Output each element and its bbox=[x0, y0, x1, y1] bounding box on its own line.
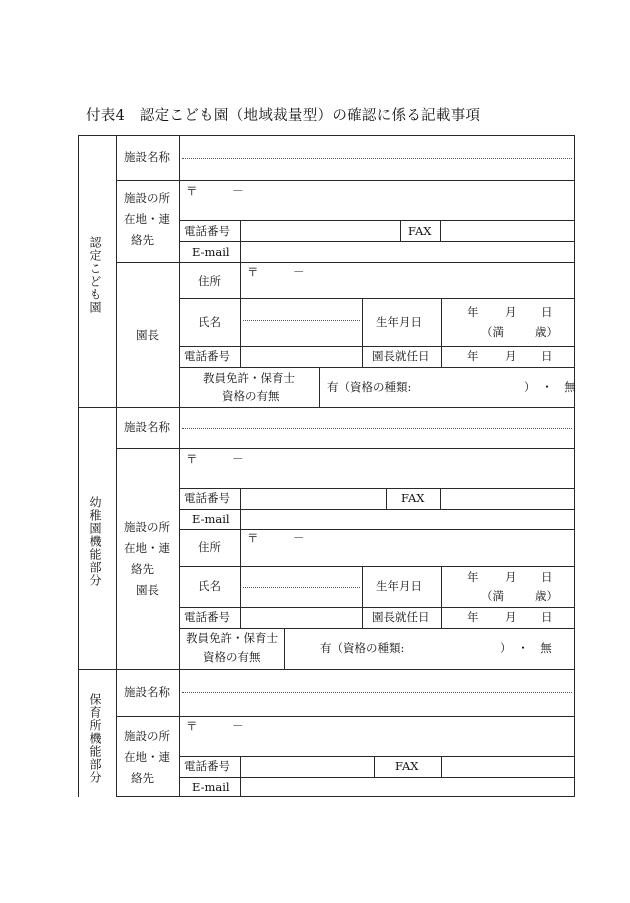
yc-postal-code-field[interactable]: 〒 － bbox=[186, 452, 244, 466]
email-label: E-mail bbox=[192, 245, 230, 259]
yc-fax-label: FAX bbox=[401, 491, 425, 505]
yc-birth-month: 月 bbox=[505, 570, 517, 584]
yc-birth-day: 日 bbox=[541, 570, 553, 584]
yc-director-tel-label: 電話番号 bbox=[184, 610, 230, 624]
hk-tel-field[interactable] bbox=[241, 757, 373, 777]
yc-appoint-year: 年 bbox=[467, 610, 479, 624]
tel-field[interactable] bbox=[241, 221, 399, 241]
hk-postal-code-field[interactable]: 〒 － bbox=[186, 719, 244, 733]
hk-location-label-line2: 在地・連 bbox=[124, 750, 170, 764]
appointment-date-label: 園長就任日 bbox=[372, 349, 430, 363]
license-none-option[interactable]: ） ・ 無 bbox=[524, 380, 576, 394]
yc-age-open: （満 bbox=[481, 589, 504, 603]
location-label-line1: 施設の所 bbox=[124, 191, 170, 205]
yc-director-postal-field[interactable]: 〒 － bbox=[247, 531, 305, 545]
yc-director-label: 園長 bbox=[136, 583, 159, 597]
yc-director-name-field[interactable] bbox=[241, 567, 361, 607]
email-field[interactable] bbox=[241, 242, 574, 262]
facility-name-label: 施設名称 bbox=[124, 150, 170, 164]
yc-tel-label: 電話番号 bbox=[184, 491, 230, 505]
yc-location-label-line1: 施設の所 bbox=[124, 520, 170, 534]
yc-license-label-line2: 資格の有無 bbox=[203, 650, 261, 664]
appoint-day: 日 bbox=[541, 349, 553, 363]
yc-facility-name-field[interactable] bbox=[180, 408, 574, 448]
location-label-line3: 絡先 bbox=[131, 233, 154, 247]
hk-tel-label: 電話番号 bbox=[184, 759, 230, 773]
director-postal-field[interactable]: 〒 － bbox=[247, 265, 305, 279]
yc-location-label-line3: 絡先 bbox=[131, 562, 154, 576]
yc-license-none-option[interactable]: ） ・ 無 bbox=[500, 641, 552, 655]
fax-field[interactable] bbox=[441, 221, 574, 241]
license-type-field[interactable]: 有（資格の種類: bbox=[327, 380, 412, 394]
appoint-year: 年 bbox=[467, 349, 479, 363]
birth-year: 年 bbox=[467, 305, 479, 319]
tel-label: 電話番号 bbox=[184, 224, 230, 238]
birthdate-label: 生年月日 bbox=[376, 315, 422, 329]
yc-fax-field[interactable] bbox=[441, 489, 574, 509]
license-label-line1: 教員免許・保育士 bbox=[203, 371, 295, 385]
fax-label: FAX bbox=[408, 224, 432, 238]
yc-birthdate-label: 生年月日 bbox=[376, 579, 422, 593]
hk-facility-name-field[interactable] bbox=[180, 670, 574, 716]
age-open: （満 bbox=[481, 325, 504, 339]
yc-tel-field[interactable] bbox=[241, 489, 385, 509]
director-tel-label: 電話番号 bbox=[184, 349, 230, 363]
yc-email-label: E-mail bbox=[192, 512, 230, 526]
yc-age-close: 歳） bbox=[535, 589, 558, 603]
yc-facility-name-label: 施設名称 bbox=[124, 420, 170, 434]
director-tel-field[interactable] bbox=[241, 347, 361, 367]
yc-birth-year: 年 bbox=[467, 570, 479, 584]
hk-fax-field[interactable] bbox=[442, 757, 574, 777]
yc-email-field[interactable] bbox=[241, 510, 574, 529]
name-label: 氏名 bbox=[198, 315, 221, 329]
hk-fax-label: FAX bbox=[395, 759, 419, 773]
yc-appointment-date-label: 園長就任日 bbox=[372, 610, 430, 624]
location-label-line2: 在地・連 bbox=[124, 212, 170, 226]
director-label: 園長 bbox=[136, 328, 159, 342]
hk-email-label: E-mail bbox=[192, 780, 230, 794]
yc-appoint-month: 月 bbox=[505, 610, 517, 624]
yc-director-tel-field[interactable] bbox=[241, 608, 361, 628]
appoint-month: 月 bbox=[505, 349, 517, 363]
address-label: 住所 bbox=[198, 274, 221, 288]
hk-location-label-line1: 施設の所 bbox=[124, 729, 170, 743]
facility-name-field[interactable] bbox=[180, 136, 574, 180]
yc-appoint-day: 日 bbox=[541, 610, 553, 624]
hk-email-field[interactable] bbox=[241, 778, 574, 796]
yc-address-label: 住所 bbox=[198, 540, 221, 554]
director-name-field[interactable] bbox=[241, 299, 361, 346]
birth-month: 月 bbox=[505, 305, 517, 319]
postal-code-field[interactable]: 〒 － bbox=[186, 184, 244, 198]
hk-facility-name-label: 施設名称 bbox=[124, 685, 170, 699]
section-label-youchien: 幼稚園機能部分 bbox=[88, 496, 102, 587]
section-label-nintei: 認定こども園 bbox=[88, 236, 102, 314]
yc-license-label-line1: 教員免許・保育士 bbox=[186, 631, 278, 645]
page-title: 付表4 認定こども園（地域裁量型）の確認に係る記載事項 bbox=[86, 108, 481, 124]
yc-license-type-field[interactable]: 有（資格の種類: bbox=[320, 641, 405, 655]
hk-location-label-line3: 絡先 bbox=[131, 771, 154, 785]
license-label-line2: 資格の有無 bbox=[222, 389, 280, 403]
age-close: 歳） bbox=[535, 325, 558, 339]
yc-name-label: 氏名 bbox=[198, 579, 221, 593]
yc-location-label-line2: 在地・連 bbox=[124, 541, 170, 555]
birth-day: 日 bbox=[541, 305, 553, 319]
section-label-hoiku: 保育所機能部分 bbox=[88, 693, 102, 784]
